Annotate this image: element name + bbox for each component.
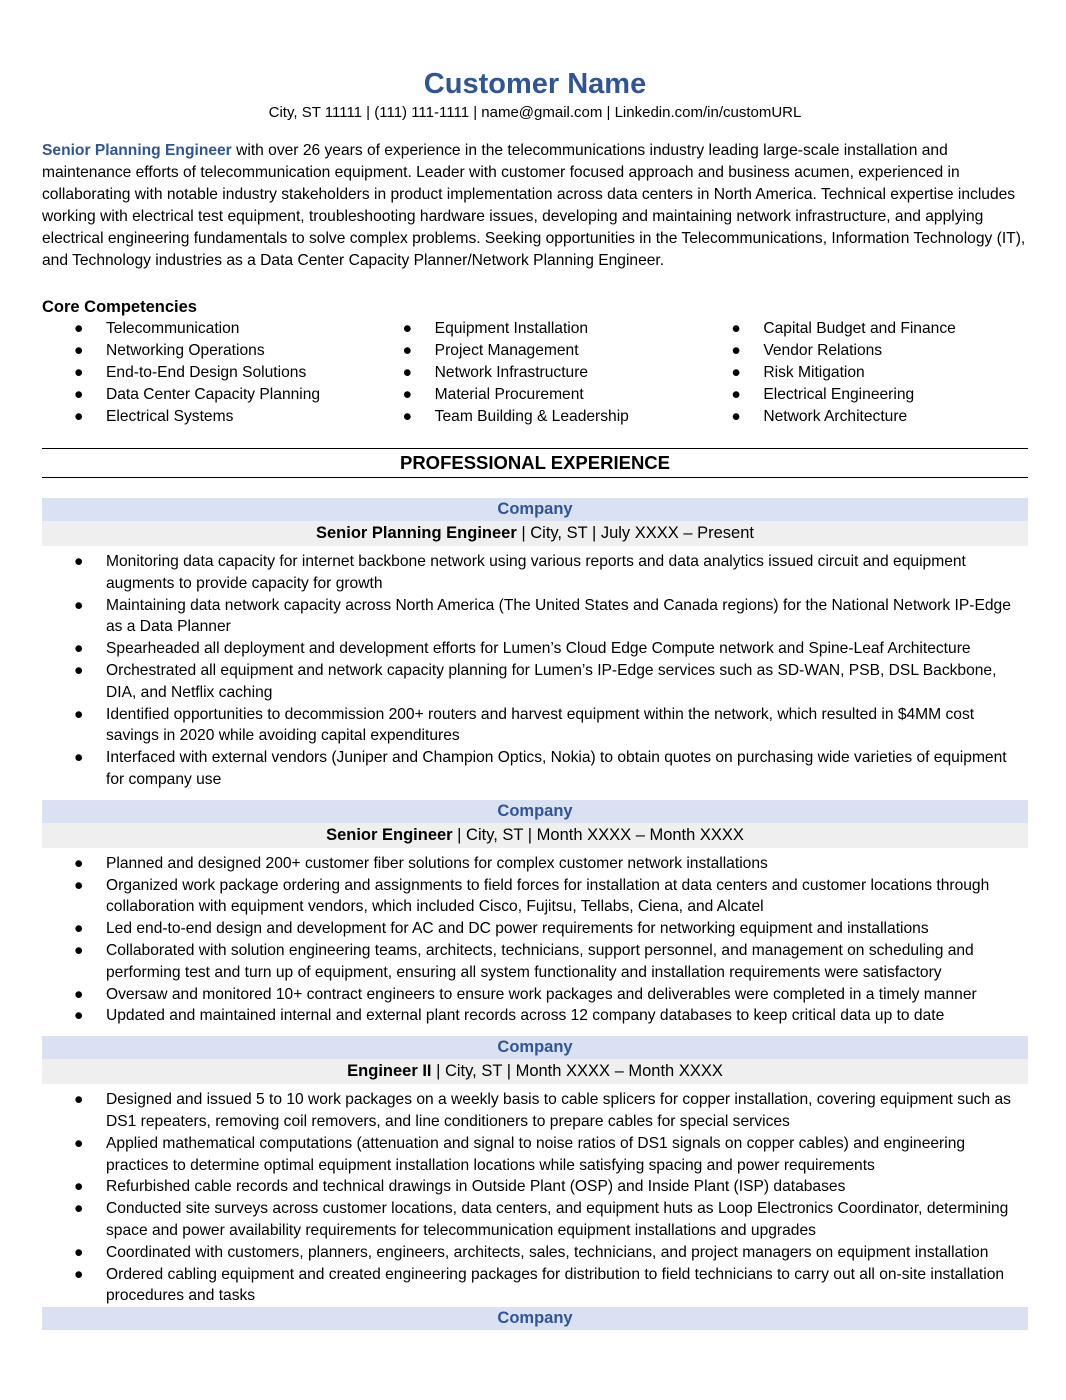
bullet-text: Identified opportunities to decommission 200+ routers and harvest equipment within the network, which resulted in $4MM cost savings in 2020 while avoiding capital expenditures <box>106 705 975 745</box>
job-title-line <box>42 521 1028 546</box>
job-bullet <box>42 1089 1028 1133</box>
bullet-text: Organized work package ordering and assignments to field forces for installation at data centers and customer locations through collaboration with equipment vendors, which included Cisco, Fujitsu, Tellabs, Ciena, and Alcatel <box>106 876 990 916</box>
job-title: Senior Planning Engineer <box>316 524 517 542</box>
bullet-icon: ● <box>731 408 741 425</box>
bullet-icon: ● <box>731 364 741 381</box>
bullet-icon: ● <box>74 320 84 337</box>
job-bullet <box>42 984 1028 1006</box>
competency-label: Vendor Relations <box>763 342 883 359</box>
bullet-icon: ● <box>74 640 84 658</box>
competency-label: Electrical Systems <box>106 408 234 425</box>
competency-label: End-to-End Design Solutions <box>106 364 307 381</box>
job-bullet <box>42 1264 1028 1308</box>
competency-label: Telecommunication <box>106 320 240 337</box>
bullet-icon: ● <box>74 408 84 425</box>
bullet-icon: ● <box>402 342 413 359</box>
bullet-text: Collaborated with solution engineering teams, architects, technicians, support personnel, and management on scheduling and performing test and turn up of equipment, ensuring all system functionality and installation requirements were satisfactory <box>106 941 974 981</box>
bullet-icon: ● <box>74 985 84 1003</box>
bullet-icon: ● <box>731 320 741 337</box>
job-bullet <box>42 660 1028 704</box>
job-bullet <box>42 704 1028 748</box>
job-bullet-list <box>42 551 1028 791</box>
bullet-icon: ● <box>731 386 741 403</box>
bullet-icon: ● <box>74 342 84 359</box>
competency-item <box>371 384 700 406</box>
bullet-text: Maintaining data network capacity across North America (The United States and Canada regions) for the National Network IP-Edge as a Data Planner <box>106 596 1011 636</box>
competency-item <box>42 362 371 384</box>
company-band: Company <box>42 498 1028 521</box>
bullet-text: Updated and maintained internal and external plant records across 12 company databases to keep critical data up to date <box>106 1007 945 1025</box>
summary-lead-title: Senior Planning Engineer <box>42 142 232 159</box>
competency-label: Electrical Engineering <box>763 386 915 403</box>
bullet-text: Designed and issued 5 to 10 work packages on a weekly basis to cable splicers for copper installation, covering equipment such as DS1 repeaters, removing coil removers, and line conditioners to prepare cables for special services <box>106 1091 1011 1130</box>
bullet-text: Refurbished cable records and technical drawings in Outside Plant (OSP) and Inside Plant (ISP) databases <box>106 1178 846 1196</box>
job-bullet <box>42 853 1028 875</box>
bullet-icon: ● <box>74 1178 84 1196</box>
competency-column <box>371 318 700 428</box>
bullet-text: Monitoring data capacity for internet backbone network using various reports and data analytics issued circuit and equipment augments to provide capacity for growth <box>106 553 966 592</box>
job-bullet-list <box>42 1089 1028 1307</box>
job-bullet <box>42 1005 1028 1027</box>
competency-item <box>371 318 700 340</box>
job-title: Senior Engineer <box>326 825 453 844</box>
job-title-line <box>42 823 1028 848</box>
bullet-icon: ● <box>74 749 84 767</box>
bullet-icon: ● <box>74 1091 84 1109</box>
job-bullet-list <box>42 853 1028 1027</box>
competency-column <box>42 318 371 428</box>
job-details: | City, ST | July XXXX – Present <box>516 524 754 542</box>
job-bullet <box>42 1242 1028 1264</box>
bullet-icon: ● <box>402 408 413 425</box>
bullet-icon: ● <box>402 386 413 403</box>
bullet-icon: ● <box>74 661 84 679</box>
bullet-icon: ● <box>74 596 84 614</box>
bullet-text: Coordinated with customers, planners, engineers, architects, sales, technicians, and project managers on equipment installation <box>106 1243 989 1261</box>
bullet-icon: ● <box>74 941 84 959</box>
bullet-text: Orchestrated all equipment and network capacity planning for Lumen’s IP-Edge services such as SD-WAN, PSB, DSL Backbone, DIA, and Netflix caching <box>106 661 997 701</box>
competency-label: Risk Mitigation <box>763 364 865 381</box>
job-bullet <box>42 638 1028 660</box>
bullet-icon: ● <box>74 553 84 570</box>
summary-text: with over 26 years of experience in the telecommunications industry leading large-scale installation and maintenance efforts of telecommunication equipment. Leader with customer focused approach and business acumen, experienced in collaborating with notable industry stakeholders in product implementation across data centers in North America. Technical expertise includes working with electrical test equipment, troubleshooting hardware issues, developing and maintaining network infrastructure, and applying electrical engineering fundamentals to solve complex problems. Seeking opportunities in the Telecommunications, Information Technology (IT), and Technology industries as a Data Center Capacity Planner/Network Planning Engineer. <box>42 142 1026 269</box>
job-title-line <box>42 1059 1028 1084</box>
job-details: | City, ST | Month XXXX – Month XXXX <box>431 1062 723 1081</box>
bullet-text: Spearheaded all deployment and development efforts for Lumen’s Cloud Edge Compute network and Spine-Leaf Architecture <box>106 640 971 658</box>
bullet-icon: ● <box>74 1200 84 1218</box>
competency-label: Team Building & Leadership <box>434 408 629 425</box>
competency-item <box>371 340 700 362</box>
competency-item <box>42 340 371 362</box>
candidate-name: Customer Name <box>423 68 647 100</box>
job-bullet <box>42 940 1028 984</box>
competency-item <box>699 340 1028 362</box>
competency-column <box>699 318 1028 428</box>
bullet-icon: ● <box>74 876 84 894</box>
competency-item <box>42 318 371 340</box>
bullet-text: Conducted site surveys across customer locations, data centers, and equipment huts as Loop Electronics Coordinator, determining space and power availability requirements for telecommunication equipment installations and upgrades <box>106 1200 1009 1239</box>
competency-label: Material Procurement <box>434 386 584 403</box>
company-band: Company <box>42 800 1028 823</box>
bullet-icon: ● <box>74 1243 84 1261</box>
competency-item <box>371 362 700 384</box>
bullet-icon: ● <box>74 1134 84 1152</box>
job-bullet <box>42 875 1028 919</box>
competency-item <box>699 406 1028 428</box>
competency-label: Network Architecture <box>763 408 908 425</box>
competency-label: Project Management <box>434 342 579 359</box>
job-bullet <box>42 595 1028 639</box>
competency-item <box>42 406 371 428</box>
job-details: | City, ST | Month XXXX – Month XXXX <box>452 825 744 844</box>
bullet-icon: ● <box>74 705 84 723</box>
bullet-icon: ● <box>74 920 84 938</box>
competency-item <box>371 406 700 428</box>
bullet-text: Ordered cabling equipment and created engineering packages for distribution to field technicians to carry out all on-site installation procedures and tasks <box>106 1265 1005 1305</box>
competency-label: Equipment Installation <box>434 320 589 337</box>
bullet-text: Applied mathematical computations (attenuation and signal to noise ratios of DS1 signals on copper cables) and engineering practices to determine optimal equipment installation locations while satisfying spacing and power requirements <box>106 1134 966 1174</box>
competency-label: Capital Budget and Finance <box>763 320 956 337</box>
professional-summary <box>42 140 1028 272</box>
job-bullet <box>42 1198 1028 1242</box>
job-title: Engineer II <box>347 1062 432 1081</box>
core-competencies-heading: Core Competencies <box>42 298 197 316</box>
professional-experience-heading: PROFESSIONAL EXPERIENCE <box>42 448 1028 478</box>
bullet-icon: ● <box>74 1007 84 1025</box>
bullet-icon: ● <box>402 320 413 337</box>
competency-item <box>699 384 1028 406</box>
bullet-icon: ● <box>731 342 741 359</box>
competency-item <box>42 384 371 406</box>
company-band: Company <box>42 1307 1028 1330</box>
bullet-icon: ● <box>402 364 413 381</box>
bullet-text: Led end-to-end design and development for AC and DC power requirements for networking equipment and installations <box>106 920 929 938</box>
bullet-icon: ● <box>74 386 84 403</box>
competency-item <box>699 362 1028 384</box>
competency-item <box>699 318 1028 340</box>
job-bullet <box>42 551 1028 595</box>
bullet-text: Oversaw and monitored 10+ contract engineers to ensure work packages and deliverables were completed in a timely manner <box>106 985 977 1003</box>
contact-line: City, ST 11111 | (111) 111-1111 | name@gmail.com | Linkedin.com/in/customURL <box>268 104 802 121</box>
company-band: Company <box>42 1036 1028 1059</box>
job-bullet <box>42 1133 1028 1177</box>
core-competencies-grid <box>42 318 1028 428</box>
bullet-icon: ● <box>74 1265 84 1283</box>
job-bullet <box>42 747 1028 791</box>
job-bullet <box>42 1176 1028 1198</box>
competency-label: Networking Operations <box>106 342 265 359</box>
bullet-icon: ● <box>74 854 84 872</box>
competency-label: Data Center Capacity Planning <box>106 386 321 403</box>
bullet-text: Interfaced with external vendors (Juniper and Champion Optics, Nokia) to obtain quotes on purchasing wide varieties of equipment for company use <box>106 749 1007 788</box>
competency-label: Network Infrastructure <box>434 364 589 381</box>
job-bullet <box>42 918 1028 940</box>
bullet-icon: ● <box>74 364 84 381</box>
bullet-text: Planned and designed 200+ customer fiber solutions for complex customer network installations <box>106 854 768 872</box>
